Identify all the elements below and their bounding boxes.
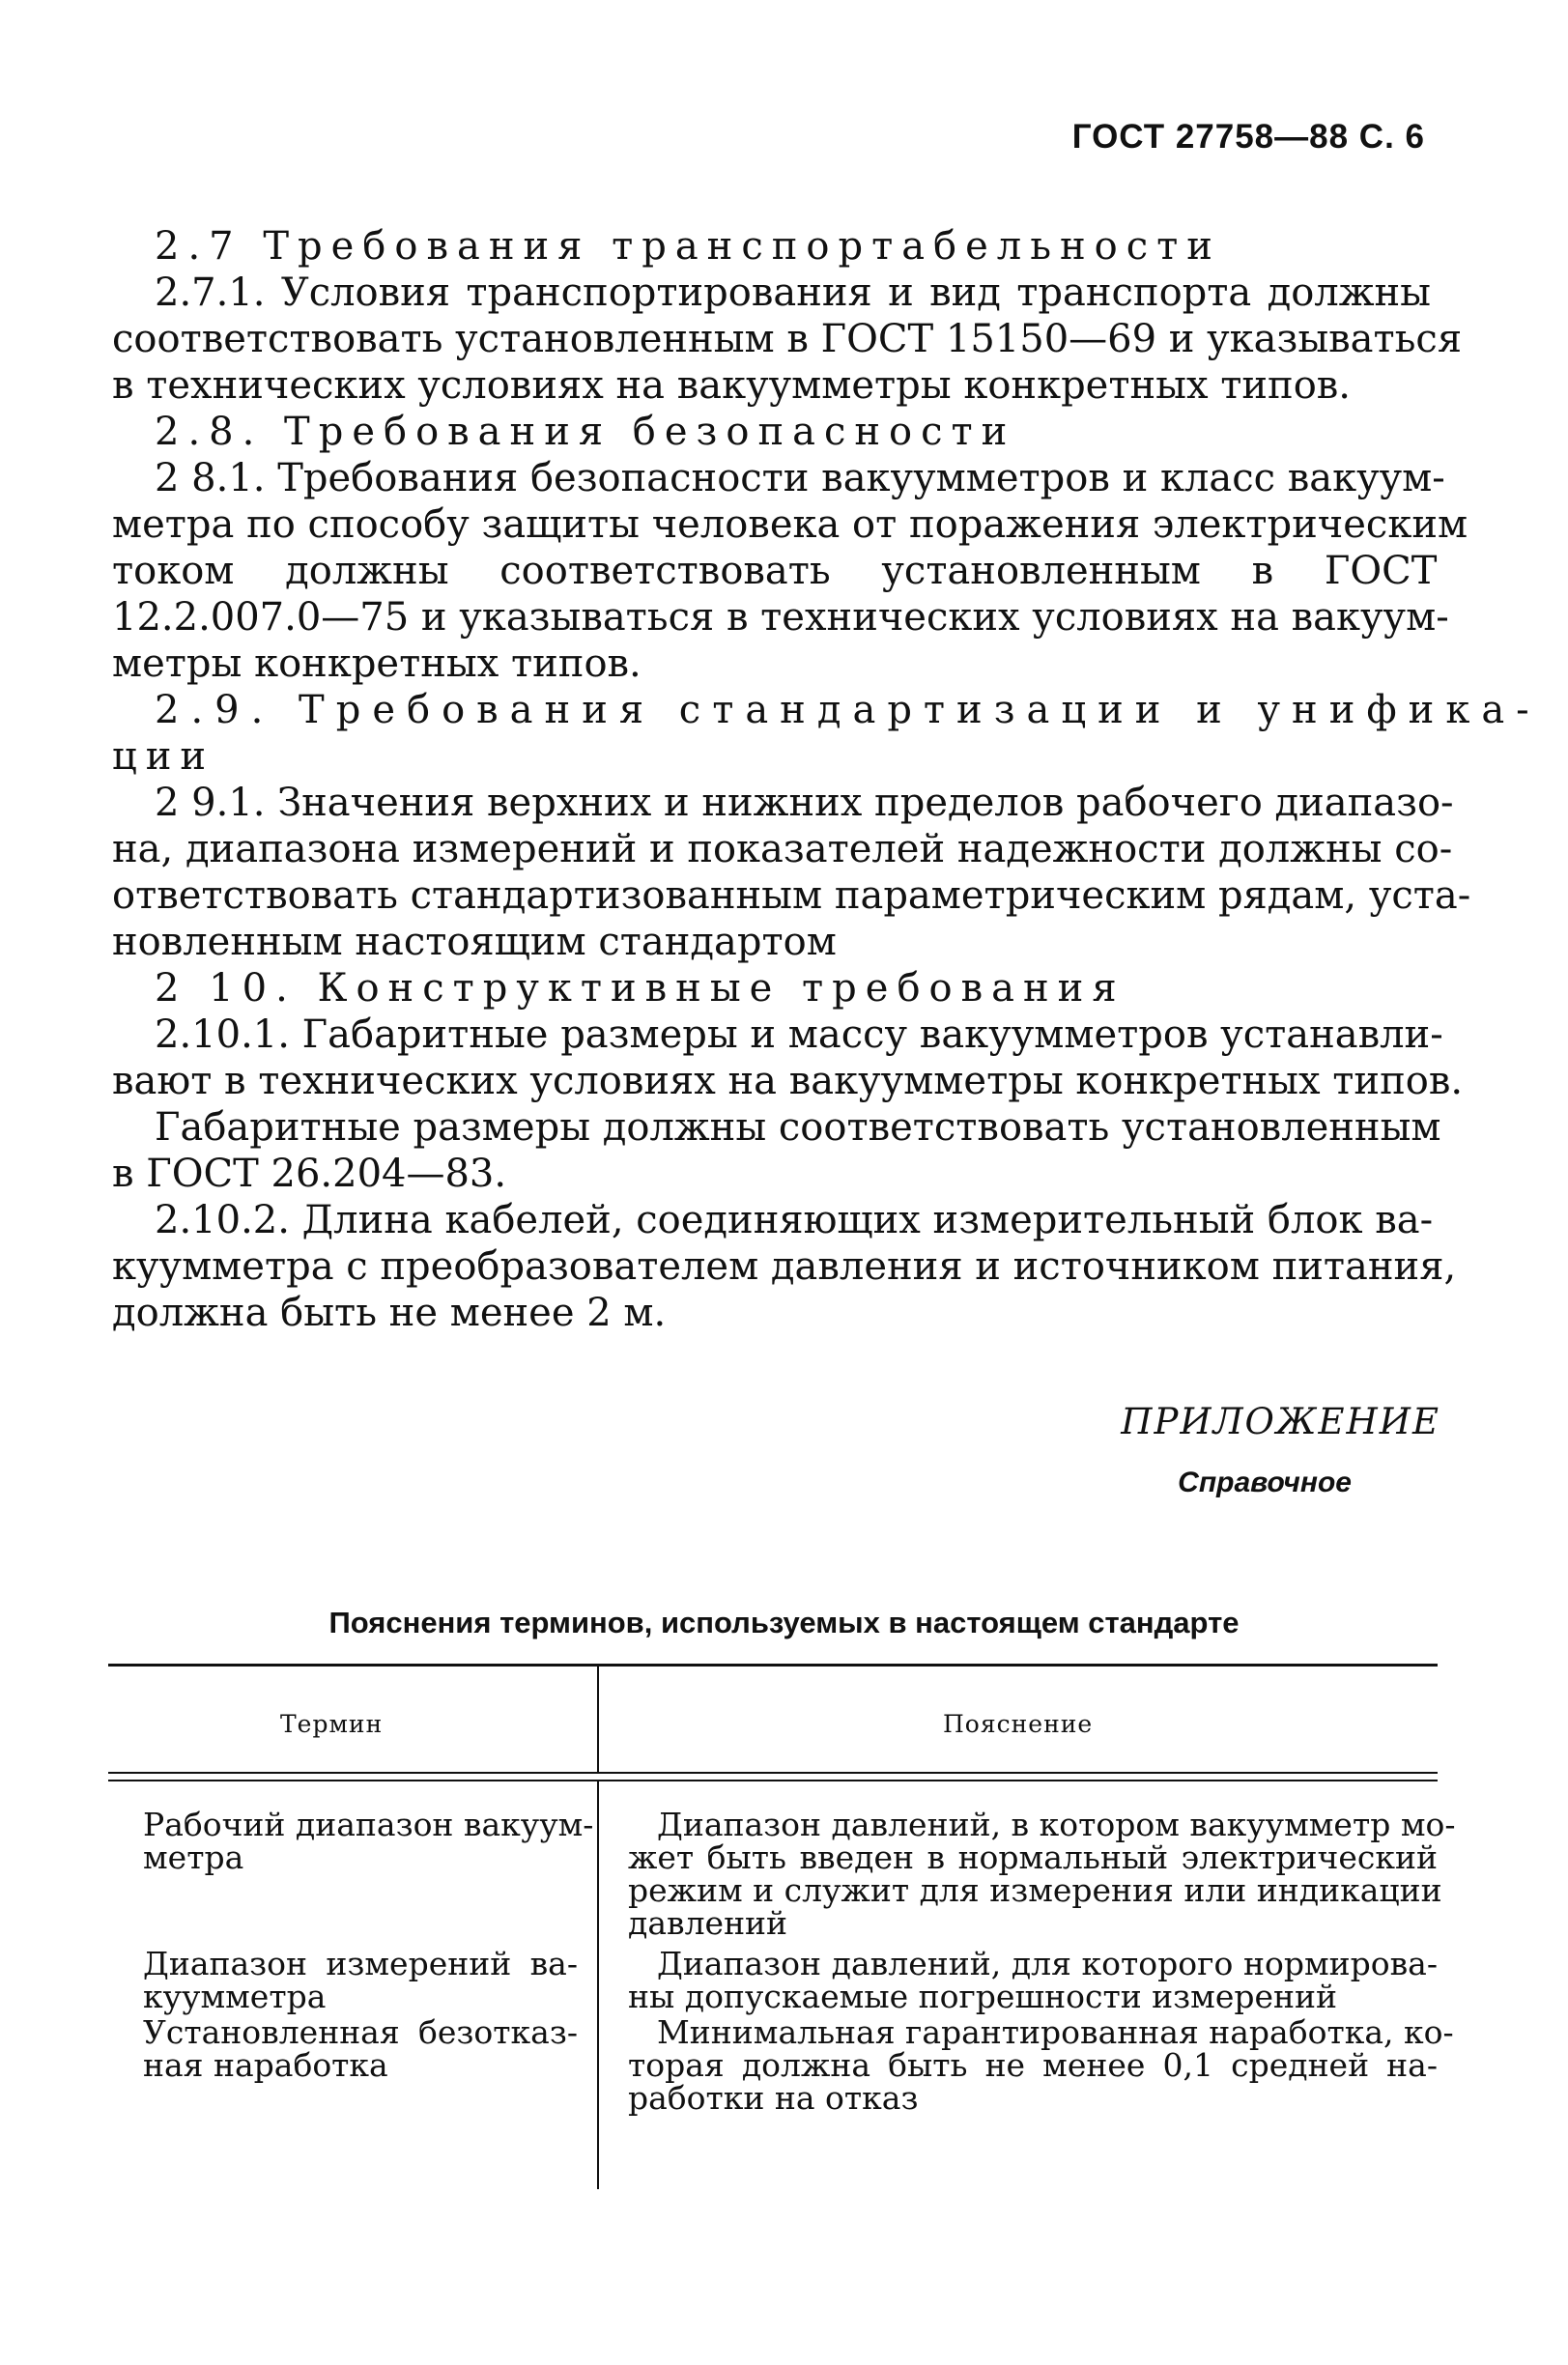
- paragraph-line: током должны соответствовать установленным в ГОСТ: [112, 549, 1438, 593]
- cell-line: работки на отказ: [628, 2079, 919, 2117]
- table-top-rule: [108, 1664, 1438, 1667]
- table-header-explanation: Пояснение: [943, 1710, 1094, 1738]
- cell-line: Установленная безотказ-: [143, 2013, 578, 2051]
- paragraph-line: куумметра с преобразователем давления и источником питания,: [112, 1244, 1457, 1289]
- table-header-rule-1: [108, 1772, 1438, 1774]
- table-header-rule-2: [108, 1780, 1438, 1781]
- paragraph-line: в ГОСТ 26.204—83.: [112, 1152, 507, 1196]
- paragraph-line: вают в технических условиях на вакуумметры конкретных типов.: [112, 1059, 1464, 1103]
- cell-line: Рабочий диапазон вакуум-: [143, 1806, 594, 1843]
- paragraph-line: метра по способу защиты человека от поражения электрическим: [112, 502, 1468, 547]
- paragraph-line: соответствовать установленным в ГОСТ 15150—69 и указываться: [112, 317, 1463, 361]
- table-cell-explanation: [628, 1806, 1456, 1942]
- table-cell-term: [143, 2013, 578, 2084]
- appendix-title: ПРИЛОЖЕНИЕ: [1121, 1401, 1440, 1442]
- paragraph-line: ответствовать стандартизованным параметрическим рядам, уста-: [112, 873, 1471, 918]
- section-heading-2-7: 2.7 Требования транспортабельности: [155, 224, 1221, 269]
- appendix-subtitle: Справочное: [1178, 1467, 1352, 1498]
- paragraph-line: в технических условиях на вакуумметры конкретных типов.: [112, 363, 1352, 408]
- cell-line: режим и служит для измерения или индикации: [628, 1871, 1442, 1909]
- cell-line: куумметра: [143, 1978, 327, 2015]
- paragraph-line: должна быть не менее 2 м.: [112, 1291, 667, 1335]
- table-cell-explanation: [628, 1945, 1438, 2015]
- section-heading-2-8: 2.8. Требования безопасности: [155, 410, 1016, 454]
- paragraph-line: Габаритные размеры должны соответствовать установленным: [155, 1105, 1441, 1150]
- section-heading-2-9: 2.9. Требования стандартизации и унифика-: [155, 688, 1541, 732]
- table-cell-term: [143, 1945, 578, 2015]
- paragraph-line: 2.10.1. Габаритные размеры и массу вакуумметров устанавли-: [155, 1012, 1443, 1057]
- paragraph-line: новленным настоящим стандартом: [112, 920, 837, 964]
- table-cell-explanation: [628, 2013, 1454, 2117]
- paragraph-line: метры конкретных типов.: [112, 641, 641, 686]
- table-caption: Пояснения терминов, используемых в настоящем стандарте: [328, 1606, 1240, 1639]
- cell-line: Диапазон давлений, в котором вакуумметр мо-: [657, 1806, 1456, 1843]
- paragraph-line: 2.7.1. Условия транспортирования и вид транспорта должны: [155, 271, 1431, 315]
- table-column-divider-body: [597, 1781, 599, 2189]
- cell-line: Минимальная гарантированная наработка, ко-: [657, 2013, 1454, 2051]
- cell-line: метра: [143, 1838, 244, 1876]
- cell-line: жет быть введен в нормальный электрический: [628, 1838, 1438, 1876]
- cell-line: торая должна быть не менее 0,1 средней на-: [628, 2046, 1438, 2084]
- table-header-term: Термин: [280, 1710, 384, 1738]
- cell-line: давлений: [628, 1904, 788, 1942]
- paragraph-line: 2 8.1. Требования безопасности вакуумметров и класс вакуум-: [155, 456, 1445, 500]
- cell-line: ная наработка: [143, 2046, 388, 2084]
- paragraph-line: 2 9.1. Значения верхних и нижних пределов рабочего диапазо-: [155, 781, 1454, 825]
- paragraph-line: 2.10.2. Длина кабелей, соединяющих измерительный блок ва-: [155, 1198, 1434, 1242]
- page-header: ГОСТ 27758—88 С. 6: [1071, 118, 1425, 156]
- paragraph-line: на, диапазона измерений и показателей надежности должны со-: [112, 827, 1453, 871]
- cell-line: ны допускаемые погрешности измерений: [628, 1978, 1338, 2015]
- cell-line: Диапазон измерений ва-: [143, 1945, 578, 1982]
- cell-line: Диапазон давлений, для которого нормирова-: [657, 1945, 1438, 1982]
- section-heading-2-10: 2 10. Конструктивные требования: [155, 966, 1126, 1011]
- section-heading-2-9-cont: ции: [112, 734, 215, 779]
- table-column-divider-header: [597, 1667, 599, 1773]
- paragraph-line: 12.2.007.0—75 и указываться в технических условиях на вакуум-: [112, 595, 1449, 640]
- table-cell-term: [143, 1806, 594, 1876]
